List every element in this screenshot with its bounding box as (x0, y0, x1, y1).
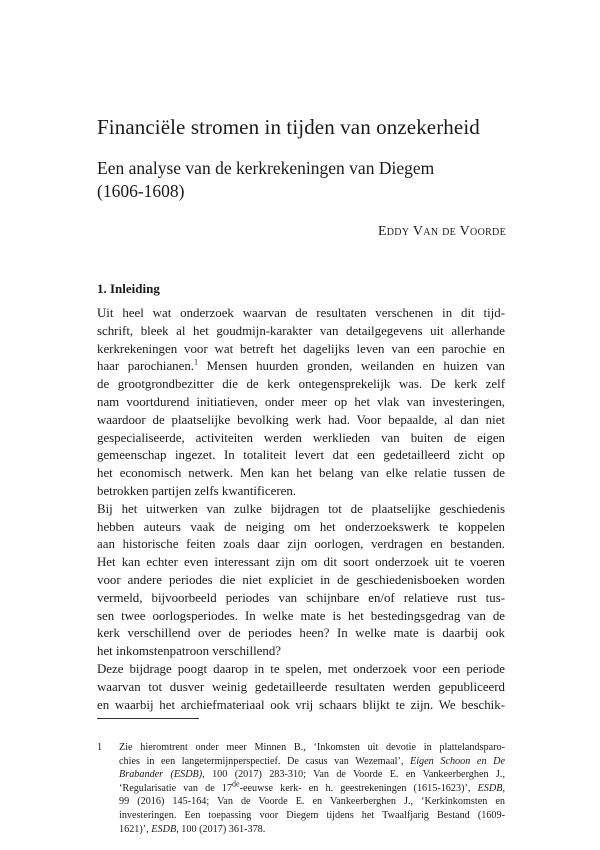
text-line: haar parochianen.$^1$ Mensen huurden gronden, weilanden en huizen van (97, 358, 505, 374)
text-line: betrokken partijen zelfs kwantificeren. (97, 483, 296, 498)
article-title: Financiële stromen in tijden van onzekerheid (97, 115, 480, 139)
section-heading: 1. Inleiding (97, 281, 160, 296)
text-line: vermeld, bijvoorbeeld periodes van schijnbare en/of relatieve rust tus- (97, 590, 505, 605)
text-line: voor andere periodes die niet expliciet in de geschiedenisboeken worden (97, 572, 505, 587)
text-line: hebben auteurs vaak de neiging om het onderzoekswerk te koppelen (97, 519, 505, 534)
paragraph-1 (97, 305, 505, 501)
text-line: waarvan tot dusver weinig gedetailleerde resultaten werden gepubliceerd (97, 679, 505, 694)
text-line: kerkrekeningen voor wat betreft het dagelijks leven van een parochie en (97, 341, 505, 356)
author-name: Eddy Van de Voorde (377, 224, 506, 239)
text-line: Het kan echter even interessant zijn om dit soort onderzoek uit te voeren (97, 555, 505, 570)
footnote-reference[interactable]: 1 (194, 358, 199, 368)
paragraph-3 (97, 661, 505, 714)
footnote-line: chies in een langetermijnperspectief. De casus van Wezemaal’, Eigen Schoon en De (119, 755, 506, 767)
footnote-number: 1 (97, 742, 103, 753)
article-subtitle (97, 157, 517, 203)
text-line: de grootgrondbezitter die de kerk ontegensprekelijk was. De kerk zelf (97, 377, 505, 392)
footnote-line: investeringen. Een toepassing voor Diegem tijdens het Twaalfjarig Bestand (1609- (119, 809, 505, 821)
footnote (97, 741, 505, 836)
text-line: en waarbij het archiefmateriaal ook vrij schaars blijkt te zijn. We beschik- (97, 697, 505, 712)
footnote-line: Zie hieromtrent onder meer Minnen B., ‘Inkomsten uit devotie in plattelandsparo- (119, 742, 505, 753)
text-line: gemeenschap ingezet. In totaliteit levert dat een gedetailleerd zicht op (97, 448, 505, 463)
footnote-separator (97, 718, 199, 719)
footnote-text (119, 741, 505, 836)
text-line: kerk verschillend over de periodes heen? In welke mate is daarbij ook (97, 626, 505, 641)
text-line: het inkomstenpatroon verschillend? (97, 644, 281, 659)
subtitle-line-1: Een analyse van de kerkrekeningen van Diegem (97, 158, 435, 178)
footnote-line: ‘Regularisatie van de 17de-eeuwse kerk- en h. geestrekeningen (1615-1623)’, ESDB, (119, 779, 506, 794)
body-text (97, 305, 505, 714)
text-line: waardoor de plaatselijke bevolking werk had. Voor bepaalde, al dan niet (97, 412, 505, 427)
text-line: Bij het uitwerken van zulke bijdragen tot de plaatselijke geschiedenis (97, 501, 505, 516)
text-line: aan historische feiten zoals daar zijn oorlogen, verdragen en bestanden. (97, 537, 505, 552)
paragraph-2 (97, 501, 505, 661)
text-line: sen twee oorlogsperiodes. In welke mate is het bestedingsgedrag van de (97, 608, 505, 623)
footnote-line: 1621)’, ESDB, 100 (2017) 361-378. (119, 823, 266, 835)
text-line: Uit heel wat onderzoek waarvan de resultaten verschenen in dit tijd- (97, 306, 505, 320)
footnote-line: 99 (2016) 145-164; Van de Voorde E. en Vankeerberghen J., ‘Kerkinkomsten en (119, 796, 505, 808)
footnote-line: Brabander (ESDB), 100 (2017) 283-310; Van de Voorde E. en Vankeerberghen J., (119, 769, 505, 781)
text-line: gespecialiseerde, activiteiten werden werklieden van buiten de eigen (97, 430, 505, 445)
text-line: Deze bijdrage poogt daarop in te spelen, met onderzoek voor een periode (97, 661, 505, 676)
text-line: schrift, bleek al het goudmijn-karakter van detailgegevens uit allerhande (97, 323, 505, 338)
subtitle-line-2: (1606-1608) (97, 181, 185, 201)
text-line: het economisch netwerk. Men kan het belang van elke relatie tussen de (97, 466, 505, 481)
text-line: nam voortdurend initiatieven, onder meer op het vlak van investeringen, (97, 394, 505, 409)
